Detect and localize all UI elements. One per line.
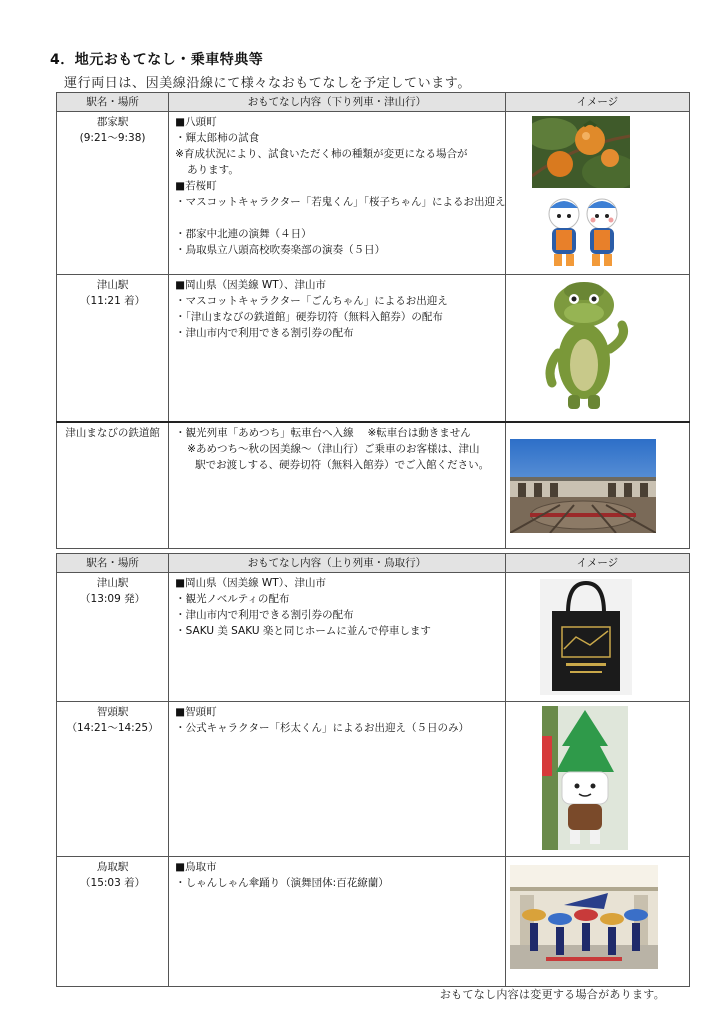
novelty-tote-bag bbox=[540, 579, 632, 695]
content-cell bbox=[169, 112, 506, 275]
wakaoni-sakurako-mascots bbox=[542, 194, 626, 270]
sugita-kun-mascot bbox=[542, 706, 628, 850]
header-content: おもてなし内容（上り列車・鳥取行） bbox=[169, 554, 506, 573]
content-line: ・公式キャラクター「杉太くん」によるお出迎え（５日のみ） bbox=[175, 722, 469, 734]
intro-text: 運行両日は、因美線沿線にて様々なおもてなしを予定しています。 bbox=[64, 76, 471, 91]
station-name: 鳥取駅 bbox=[96, 861, 129, 873]
content-line: ・輝太郎柿の試食 bbox=[175, 132, 260, 144]
station-cell bbox=[57, 702, 169, 857]
gonchan-mascot bbox=[542, 279, 632, 413]
content-line: ■鳥取市 bbox=[175, 861, 217, 873]
station-time: （14:21～14:25） bbox=[66, 722, 159, 734]
content-line: 駅でお渡しする、硬券切符（無料入館券）でご入館ください。 bbox=[195, 458, 490, 471]
content-line: ・観光列車「あめつち」転車台へ入線 ※転車台は動きません bbox=[175, 426, 471, 439]
content-line: ・津山市内で利用できる割引券の配布 bbox=[175, 327, 354, 339]
content-line: ■若桜町 bbox=[175, 180, 217, 192]
content-cell bbox=[169, 573, 506, 702]
persimmon-photo bbox=[532, 116, 630, 188]
station-cell bbox=[57, 112, 169, 275]
content-line: ・「津山まなびの鉄道館」硬券切符（無料入館券）の配布 bbox=[175, 311, 443, 323]
station-time: (9:21～9:38) bbox=[79, 132, 146, 144]
table-row bbox=[57, 573, 690, 702]
footer-note: おもてなし内容は変更する場合があります。 bbox=[439, 988, 665, 1001]
content-line: ・津山市内で利用できる割引券の配布 bbox=[175, 609, 354, 621]
image-cell bbox=[505, 702, 689, 857]
header-image: イメージ bbox=[505, 554, 689, 573]
station-name: 郡家駅 bbox=[96, 116, 129, 128]
content-line: ■智頭町 bbox=[175, 706, 217, 718]
station-cell bbox=[57, 422, 169, 549]
content-line: ■岡山県（因美線 WT）、津山市 bbox=[175, 577, 326, 589]
image-cell bbox=[505, 422, 689, 549]
image-cell bbox=[505, 112, 689, 275]
header-station: 駅名・場所 bbox=[57, 93, 169, 112]
umbrella-dance-photo bbox=[510, 865, 658, 969]
table-header-row bbox=[57, 554, 690, 573]
content-cell bbox=[169, 857, 506, 987]
omotenashi-table-up bbox=[56, 553, 690, 987]
image-cell bbox=[505, 573, 689, 702]
table-header-row bbox=[57, 93, 690, 112]
roundhouse-turntable-photo bbox=[510, 439, 656, 533]
content-line: ・SAKU 美 SAKU 楽と同じホームに並んで停車します bbox=[175, 625, 431, 637]
station-name: 津山駅 bbox=[96, 279, 129, 291]
station-cell bbox=[57, 275, 169, 422]
station-cell bbox=[57, 573, 169, 702]
header-content: おもてなし内容（下り列車・津山行） bbox=[169, 93, 506, 112]
image-cell bbox=[505, 857, 689, 987]
content-line: ※育成状況により、試食いただく柿の種類が変更になる場合が bbox=[175, 148, 468, 160]
station-time: （11:21 着） bbox=[80, 295, 146, 307]
station-cell bbox=[57, 857, 169, 987]
image-cell bbox=[505, 275, 689, 422]
content-line: ・郡家中北連の演舞（４日） bbox=[175, 228, 312, 240]
station-name: 津山駅 bbox=[96, 577, 129, 589]
table-row bbox=[57, 112, 690, 275]
content-line: ・マスコットキャラクター「ごんちゃん」によるお出迎え bbox=[175, 295, 448, 307]
content-line: ・しゃんしゃん傘踊り（演舞団体:百花繚蘭） bbox=[175, 877, 389, 889]
header-image: イメージ bbox=[505, 93, 689, 112]
header-station: 駅名・場所 bbox=[57, 554, 169, 573]
station-name: 津山まなびの鉄道館 bbox=[65, 426, 160, 439]
station-time: （13:09 発） bbox=[80, 593, 146, 605]
table-row bbox=[57, 857, 690, 987]
content-line: ■八頭町 bbox=[175, 116, 217, 128]
table-row bbox=[57, 702, 690, 857]
content-cell bbox=[169, 275, 506, 422]
section-heading: 4．地元おもてなし・乗車特典等 bbox=[50, 52, 264, 68]
content-line: あります。 bbox=[187, 164, 239, 176]
content-line: ・観光ノベルティの配布 bbox=[175, 593, 290, 605]
table-row bbox=[57, 275, 690, 422]
station-name: 智頭駅 bbox=[96, 706, 129, 718]
content-line: ・鳥取県立八頭高校吹奏楽部の演奏（５日） bbox=[175, 244, 386, 256]
table-row bbox=[57, 422, 690, 549]
omotenashi-table-down bbox=[56, 92, 690, 549]
content-cell bbox=[169, 702, 506, 857]
content-line: ■岡山県（因美線 WT）、津山市 bbox=[175, 279, 326, 291]
station-time: （15:03 着） bbox=[80, 877, 146, 889]
content-line: ・マスコットキャラクター「若鬼くん」「桜子ちゃん」によるお出迎え bbox=[175, 196, 506, 208]
content-cell bbox=[169, 422, 506, 549]
content-line: ※あめつち～秋の因美線～（津山行）ご乗車のお客様は、津山 bbox=[187, 442, 480, 455]
